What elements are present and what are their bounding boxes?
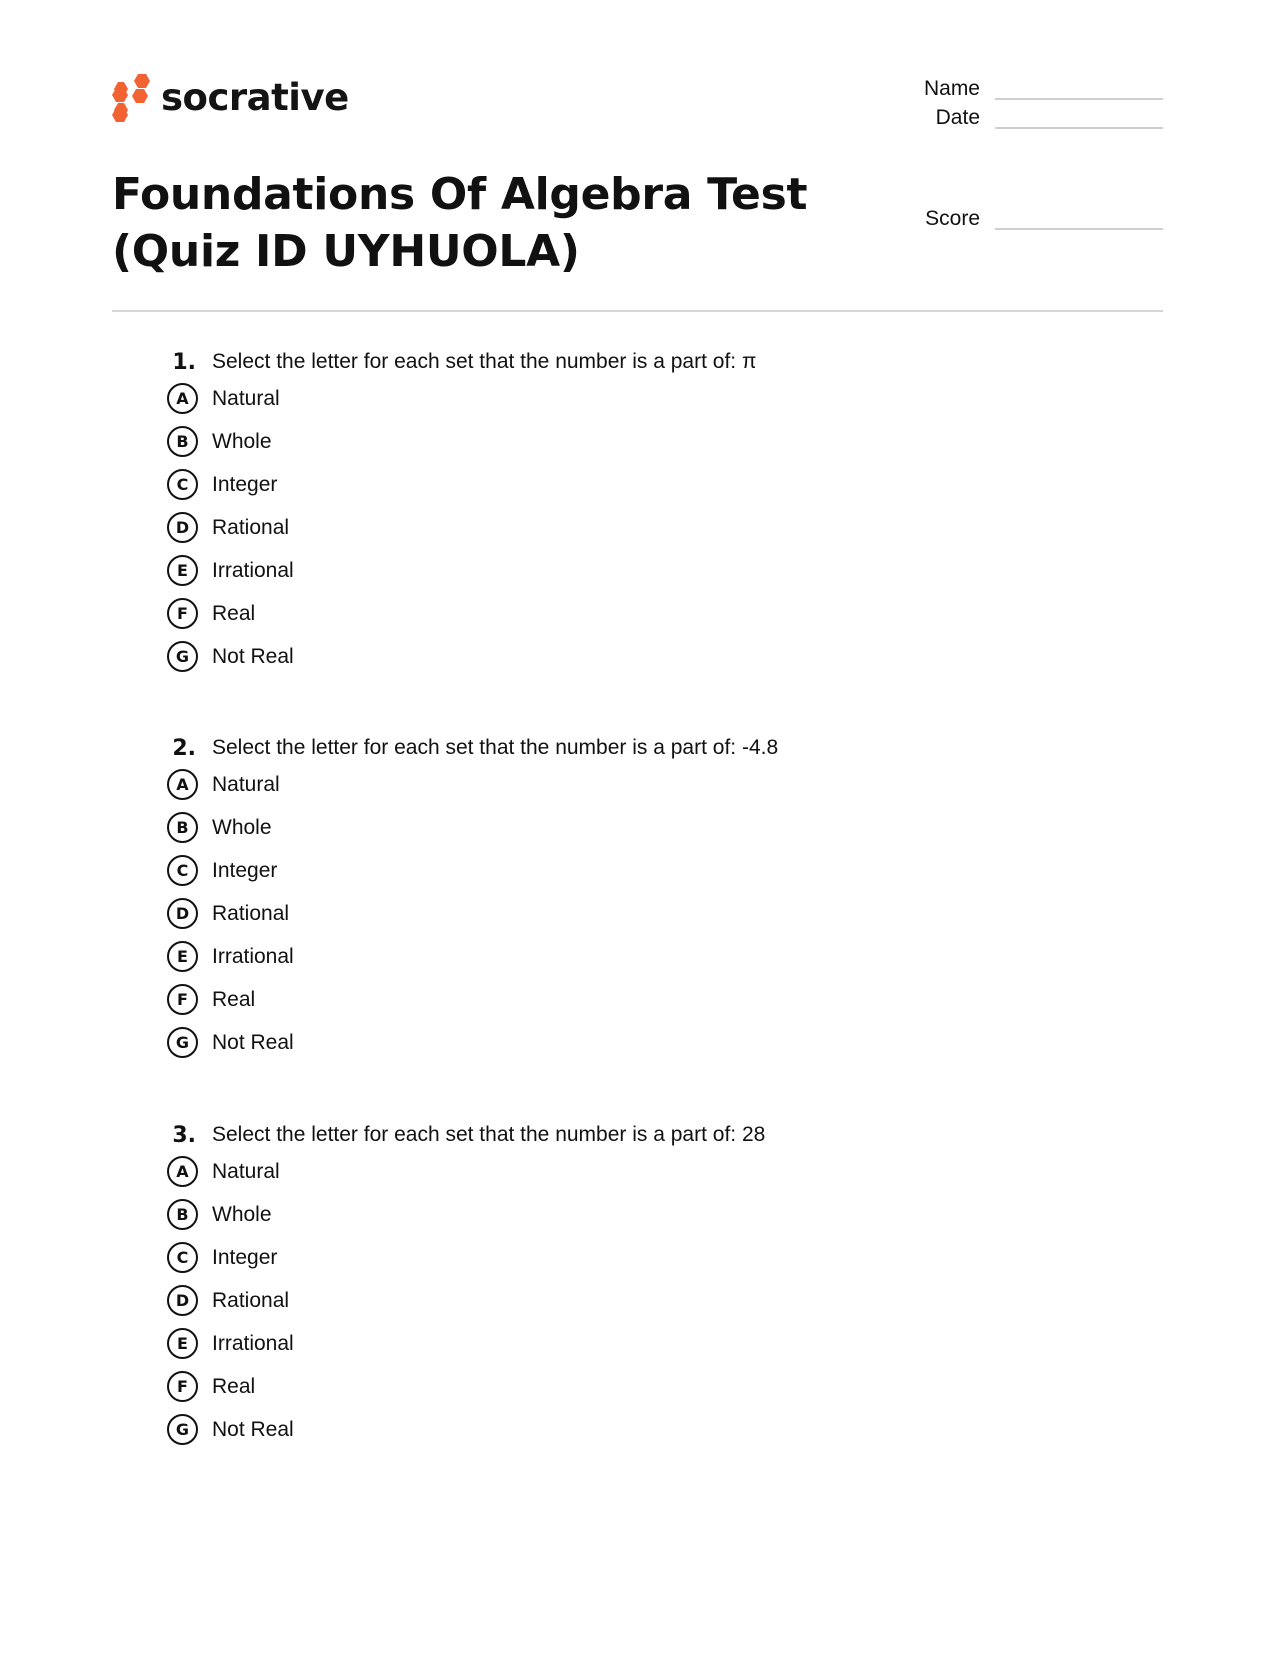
answer-bubble-d[interactable]: D <box>167 898 198 929</box>
option-b[interactable] <box>160 420 1060 463</box>
option-b[interactable] <box>160 806 1060 849</box>
answer-bubble-b[interactable]: B <box>167 1199 198 1230</box>
question-number: 3. <box>172 1122 196 1148</box>
date-label: Date <box>935 106 980 129</box>
title-line-1: Foundations Of Algebra Test <box>112 169 808 220</box>
option-g[interactable] <box>160 635 1060 678</box>
option-d[interactable] <box>160 506 1060 549</box>
answer-bubble-f[interactable]: F <box>167 598 198 629</box>
question-1 <box>160 347 1060 678</box>
option-a[interactable] <box>160 763 1060 806</box>
option-label: Whole <box>212 815 272 839</box>
option-label: Real <box>212 987 256 1011</box>
answer-bubble-b[interactable]: B <box>167 426 198 457</box>
option-d[interactable] <box>160 1279 1060 1322</box>
option-c[interactable] <box>160 849 1060 892</box>
option-label: Rational <box>212 515 290 539</box>
header-divider <box>112 310 1163 312</box>
brand-name: socrative <box>161 75 349 119</box>
answer-bubble-d[interactable]: D <box>167 1285 198 1316</box>
option-f[interactable] <box>160 978 1060 1021</box>
option-label: Natural <box>212 386 280 410</box>
option-g[interactable] <box>160 1408 1060 1451</box>
answer-bubble-f[interactable]: F <box>167 984 198 1015</box>
question-number: 1. <box>172 349 196 375</box>
option-c[interactable] <box>160 463 1060 506</box>
score-field[interactable] <box>995 228 1163 230</box>
option-label: Integer <box>212 1245 278 1269</box>
question-text: Select the letter for each set that the number is a part of: π <box>212 350 757 373</box>
answer-bubble-c[interactable]: C <box>167 855 198 886</box>
answer-bubble-c[interactable]: C <box>167 1242 198 1273</box>
option-label: Irrational <box>212 1331 294 1355</box>
option-label: Rational <box>212 1288 290 1312</box>
option-label: Not Real <box>212 644 294 668</box>
question-header <box>160 347 1060 377</box>
answer-bubble-a[interactable]: A <box>167 1156 198 1187</box>
answer-bubble-f[interactable]: F <box>167 1371 198 1402</box>
answer-bubble-g[interactable]: G <box>167 1027 198 1058</box>
answer-bubble-e[interactable]: E <box>167 941 198 972</box>
option-label: Natural <box>212 772 280 796</box>
option-c[interactable] <box>160 1236 1060 1279</box>
option-a[interactable] <box>160 377 1060 420</box>
option-label: Irrational <box>212 944 294 968</box>
option-label: Integer <box>212 472 278 496</box>
name-label: Name <box>923 77 980 100</box>
answer-bubble-g[interactable]: G <box>167 641 198 672</box>
option-e[interactable] <box>160 549 1060 592</box>
option-label: Irrational <box>212 558 294 582</box>
answer-bubble-a[interactable]: A <box>167 383 198 414</box>
question-3 <box>160 1120 1060 1451</box>
question-2 <box>160 733 1060 1064</box>
option-label: Not Real <box>212 1030 294 1054</box>
socrative-hexagon-logo-icon <box>112 72 152 124</box>
date-field[interactable] <box>995 127 1163 129</box>
option-e[interactable] <box>160 1322 1060 1365</box>
option-label: Not Real <box>212 1417 294 1441</box>
option-label: Rational <box>212 901 290 925</box>
option-a[interactable] <box>160 1150 1060 1193</box>
answer-bubble-b[interactable]: B <box>167 812 198 843</box>
option-label: Integer <box>212 858 278 882</box>
option-label: Whole <box>212 1202 272 1226</box>
answer-bubble-d[interactable]: D <box>167 512 198 543</box>
question-text: Select the letter for each set that the number is a part of: 28 <box>212 1123 766 1146</box>
option-label: Whole <box>212 429 272 453</box>
answer-bubble-c[interactable]: C <box>167 469 198 500</box>
question-header <box>160 1120 1060 1150</box>
option-label: Natural <box>212 1159 280 1183</box>
option-b[interactable] <box>160 1193 1060 1236</box>
option-label: Real <box>212 601 256 625</box>
question-number: 2. <box>172 735 196 761</box>
question-text: Select the letter for each set that the number is a part of: -4.8 <box>212 736 779 759</box>
answer-bubble-e[interactable]: E <box>167 555 198 586</box>
answer-bubble-e[interactable]: E <box>167 1328 198 1359</box>
option-label: Real <box>212 1374 256 1398</box>
option-e[interactable] <box>160 935 1060 978</box>
option-f[interactable] <box>160 592 1060 635</box>
page-title <box>112 166 832 280</box>
title-line-2: (Quiz ID UYHUOLA) <box>112 226 580 277</box>
name-field[interactable] <box>995 98 1163 100</box>
option-d[interactable] <box>160 892 1060 935</box>
score-label: Score <box>925 207 980 230</box>
option-g[interactable] <box>160 1021 1060 1064</box>
answer-bubble-g[interactable]: G <box>167 1414 198 1445</box>
socrative-logo <box>112 72 349 124</box>
option-f[interactable] <box>160 1365 1060 1408</box>
question-header <box>160 733 1060 763</box>
answer-bubble-a[interactable]: A <box>167 769 198 800</box>
